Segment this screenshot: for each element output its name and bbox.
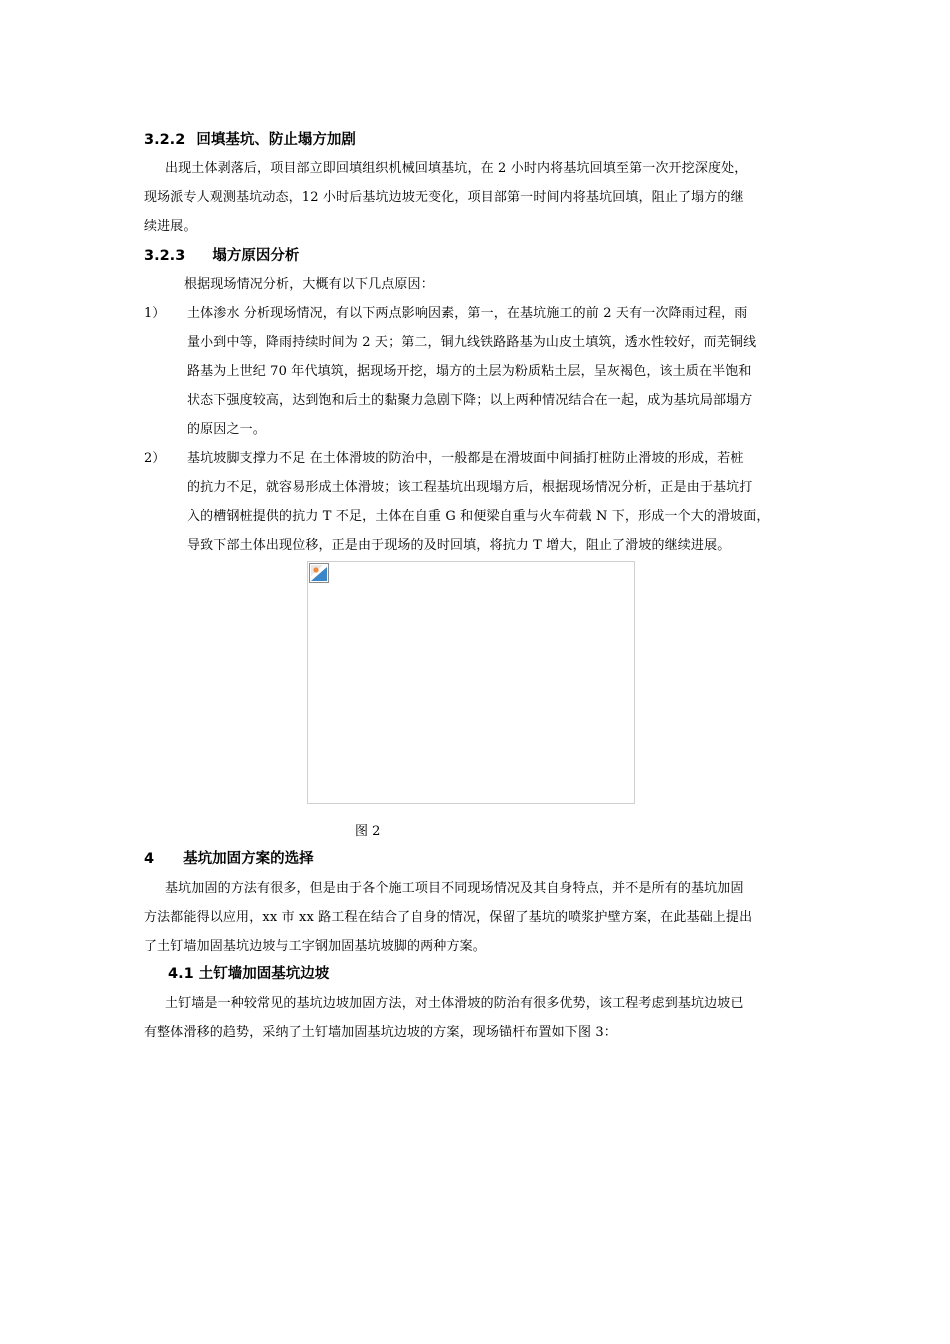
paragraph-line: 了土钉墙加固基坑边坡与工字钢加固基坑坡脚的两种方案。 xyxy=(144,939,486,954)
paragraph-line: 现场派专人观测基坑动态，12 小时后基坑边坡无变化，项目部第一时间内将基坑回填，阻止了塌方的继 xyxy=(144,190,744,205)
list-item-line: 路基为上世纪 70 年代填筑，据现场开挖，塌方的土层为粉质粘土层，呈灰褐色，该土质在半饱和 xyxy=(187,364,752,379)
list-item-line: 的抗力不足，就容易形成土体滑坡；该工程基坑出现塌方后，根据现场情况分析，正是由于基坑打 xyxy=(187,480,753,495)
list-item-line: 导致下部土体出现位移，正是由于现场的及时回填，将抗力 T 增大，阻止了滑坡的继续进展。 xyxy=(187,538,731,553)
list-item-line: 入的槽钢桩提供的抗力 T 不足，土体在自重 G 和便梁自重与火车荷载 N 下，形成一个大的滑坡面， xyxy=(187,509,770,524)
heading-title: 塌方原因分析 xyxy=(212,248,300,264)
paragraph-line: 基坑加固的方法有很多，但是由于各个施工项目不同现场情况及其自身特点，并不是所有的基坑加固 xyxy=(165,881,744,896)
heading-3-2-2 xyxy=(144,128,356,149)
figure-2-image xyxy=(307,561,635,804)
list-marker: 1） xyxy=(144,306,166,321)
heading-4-1: 4.1 土钉墙加固基坑边坡 xyxy=(168,966,330,982)
list-item-line: 土体渗水 分析现场情况，有以下两点影响因素，第一，在基坑施工的前 2 天有一次降雨过程，雨 xyxy=(187,306,748,321)
heading-number: 3.2.3 xyxy=(144,248,186,264)
paragraph-line: 有整体滑移的趋势，采纳了土钉墙加固基坑边坡的方案，现场锚杆布置如下图 3： xyxy=(144,1025,617,1040)
paragraph-line: 续进展。 xyxy=(144,219,197,234)
broken-image-icon xyxy=(309,563,329,583)
heading-4 xyxy=(144,847,314,868)
heading-number: 3.2.2 xyxy=(144,132,186,148)
figure-caption: 图 2 xyxy=(355,824,381,839)
paragraph-line: 方法都能得以应用，xx 市 xx 路工程在结合了自身的情况，保留了基坑的喷浆护壁方案，在此基础上提出 xyxy=(144,910,753,925)
paragraph-line: 出现土体剥落后，项目部立即回填组织机械回填基坑，在 2 小时内将基坑回填至第一次开挖深度处， xyxy=(165,161,748,176)
heading-number: 4 xyxy=(144,851,155,867)
heading-title: 回填基坑、防止塌方加剧 xyxy=(196,132,356,148)
list-item-line: 的原因之一。 xyxy=(187,422,266,437)
heading-title: 基坑加固方案的选择 xyxy=(183,851,314,867)
paragraph-line: 土钉墙是一种较常见的基坑边坡加固方法，对土体滑坡的防治有很多优势，该工程考虑到基坑边坡已 xyxy=(165,996,744,1011)
paragraph-line: 根据现场情况分析，大概有以下几点原因： xyxy=(184,277,434,292)
list-item-line: 基坑坡脚支撑力不足 在土体滑坡的防治中，一般都是在滑坡面中间插打桩防止滑坡的形成，若桩 xyxy=(187,451,744,466)
list-marker: 2） xyxy=(144,451,166,466)
list-item-line: 量小到中等，降雨持续时间为 2 天；第二，铜九线铁路路基为山皮土填筑，透水性较好，而芜铜线 xyxy=(187,335,757,350)
list-item-line: 状态下强度较高，达到饱和后土的黏聚力急剧下降；以上两种情况结合在一起，成为基坑局部塌方 xyxy=(187,393,753,408)
heading-3-2-3 xyxy=(144,244,299,265)
